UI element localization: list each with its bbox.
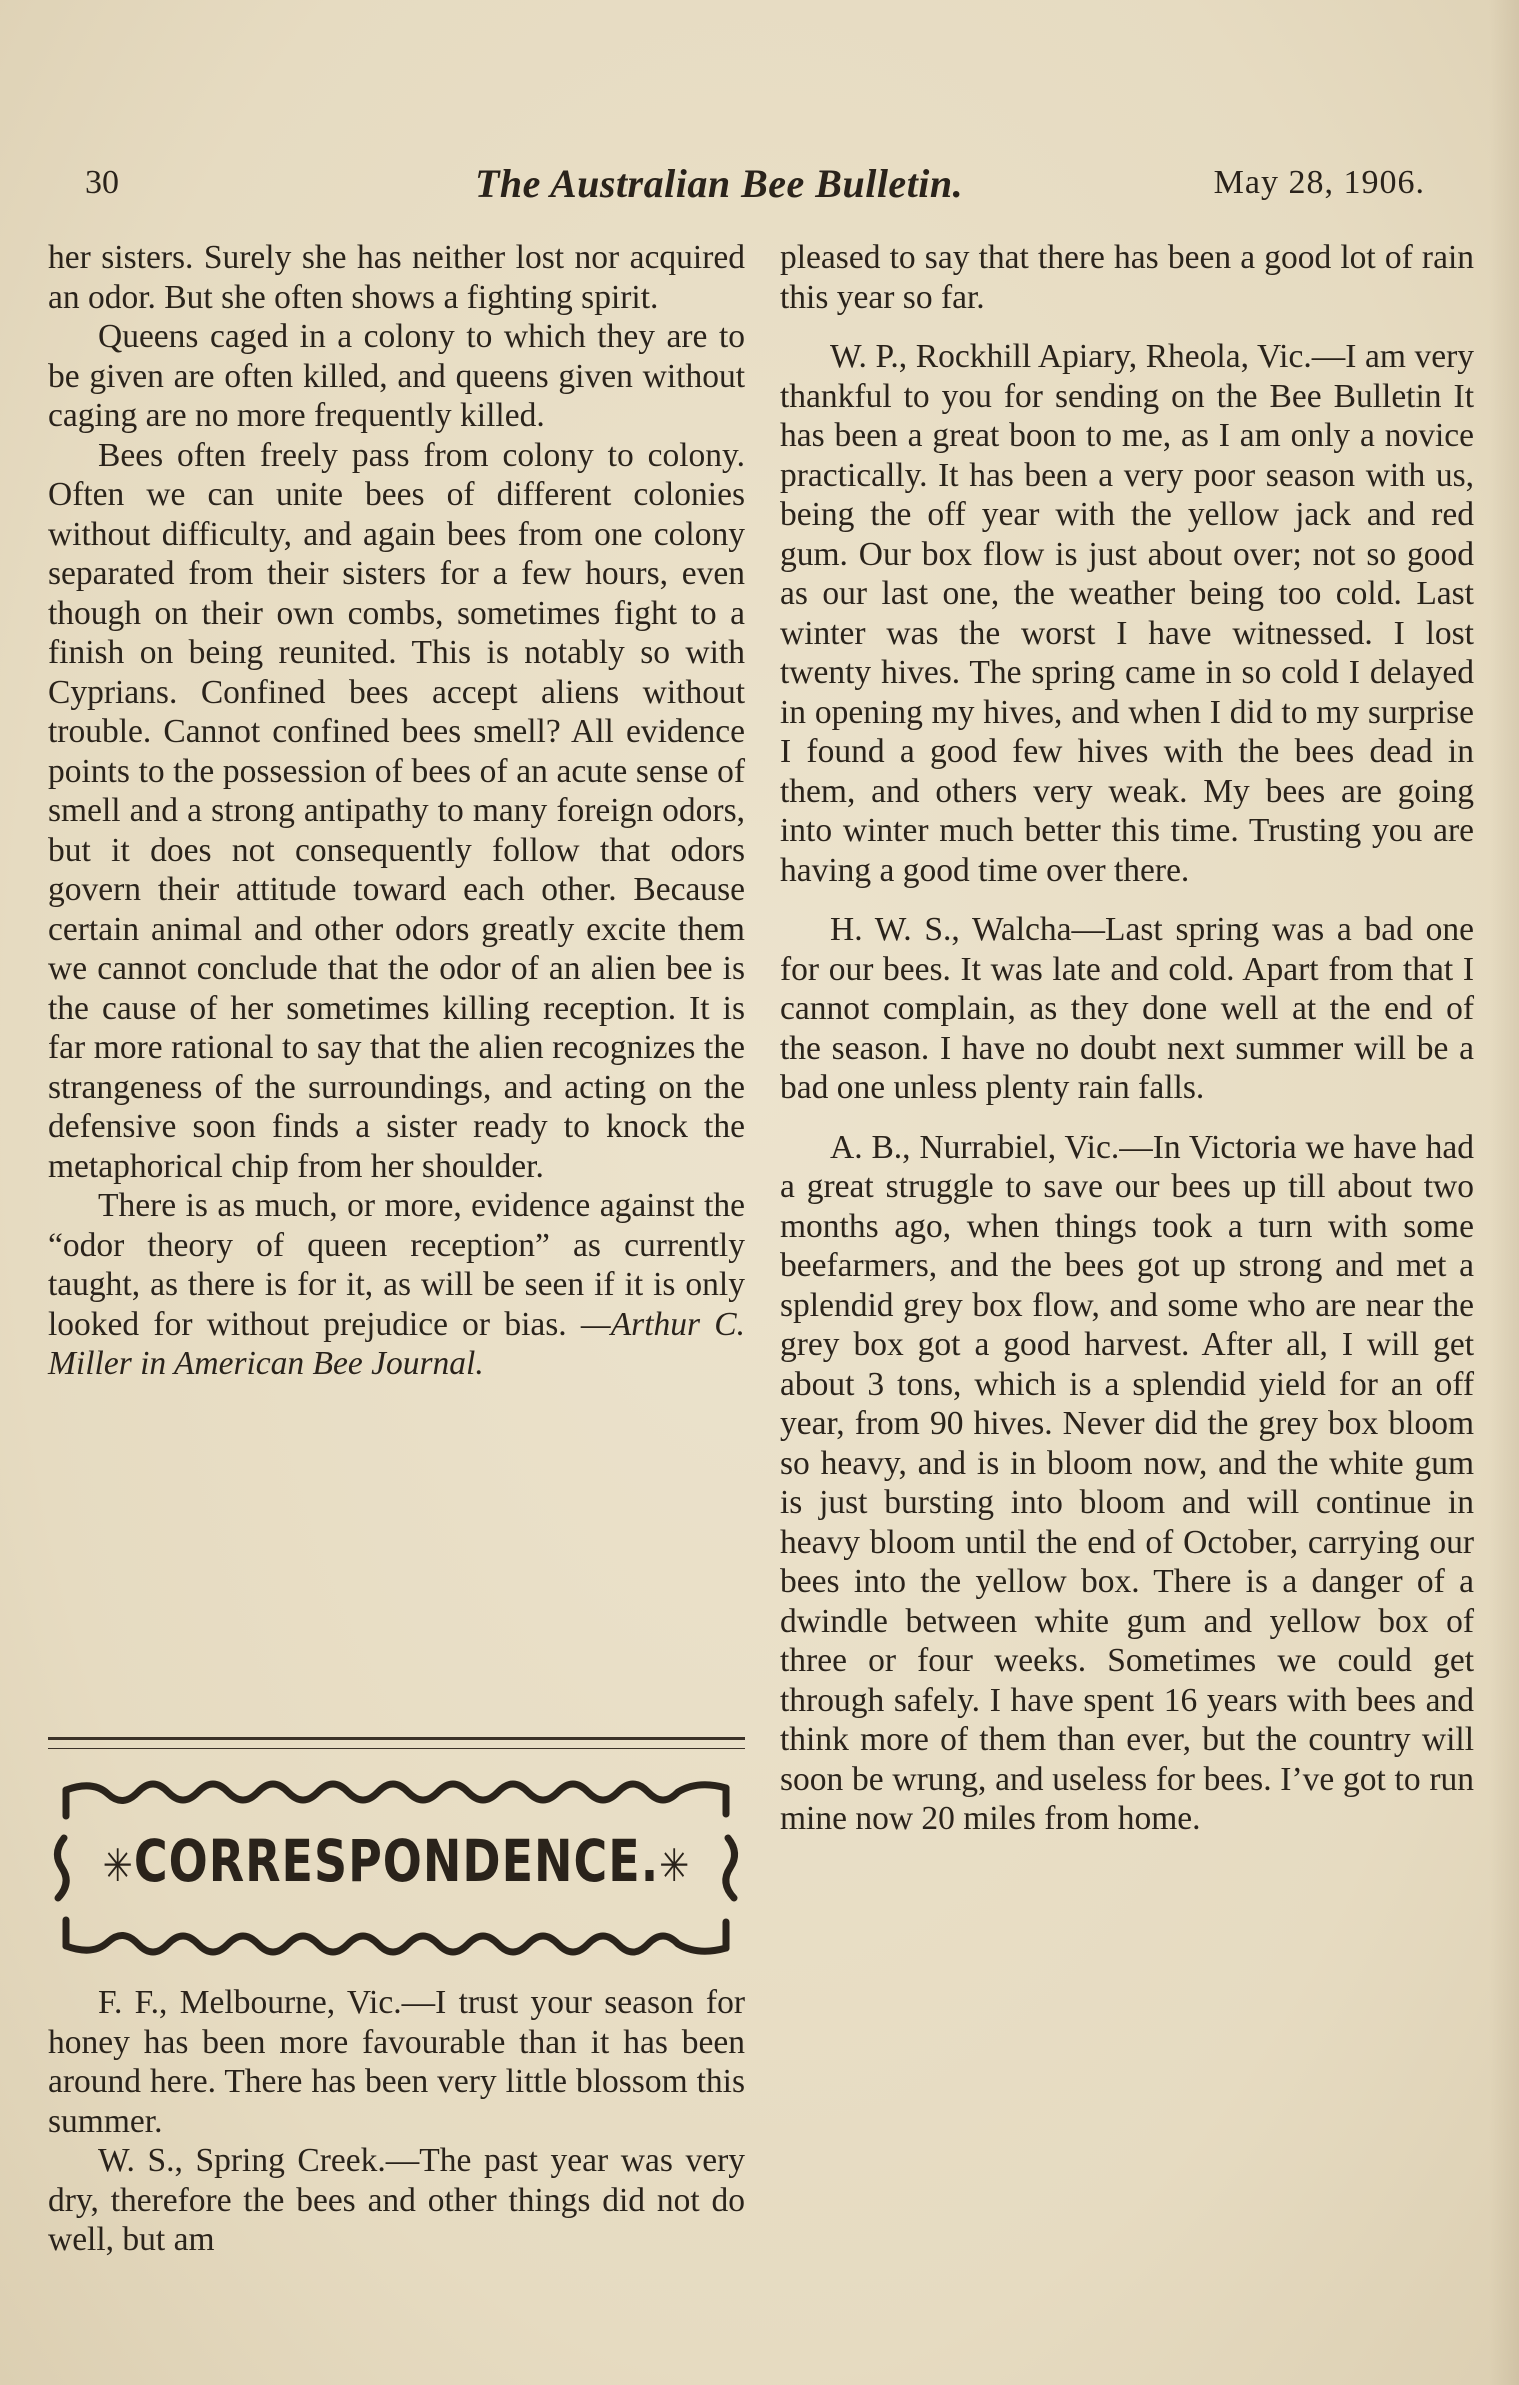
article-paragraph <box>48 1186 745 1384</box>
right-flourish-icon: ✳ <box>659 1841 691 1893</box>
section-heading-text: CORRESPONDENCE. <box>133 1827 660 1895</box>
article-paragraph-text: There is as much, or more, evidence against the “odor theory of queen reception” as currently taught, as there is for it, as will be seen if it is only looked for without prejudice or bias. <box>48 1187 745 1343</box>
page-number: 30 <box>85 164 119 201</box>
left-flourish-icon: ✳ <box>102 1841 134 1893</box>
publication-title: The Australian Bee Bulletin. <box>475 161 964 206</box>
letter-paragraph: H. W. S., Walcha—Last spring was a bad one for our bees. It was late and cold. Apart from that I cannot complain, as they done well at the end of the season. I have no doubt next summer will be a bad one unless plenty rain falls. <box>780 911 1474 1106</box>
issue-date: May 28, 1906. <box>1213 164 1425 201</box>
letter-paragraph: pleased to say that there has been a good lot of rain this year so far. <box>780 239 1474 316</box>
article-paragraph: Bees often freely pass from colony to colony. Often we can unite bees of different colonies without difficulty, and again bees from one colony separated from their sisters for a few hours, even though on their own combs, sometimes fight to a finish on being reunited. This is notably so with Cyprians. Confined bees accept aliens without trouble. Cannot confined bees smell? All evidence points to the possession of bees of an acute sense of smell and a strong antipathy to many foreign odors, but it does not consequently follow that odors govern their attitude toward each other. Because certain animal and other odors greatly excite them we cannot conclude that the odor of an alien bee is the cause of her sometimes killing reception. It is far more rational to say that the alien recognizes the strangeness of the surroundings, and acting on the defensive soon finds a sister ready to knock the metaphorical chip from her shoulder. <box>48 436 745 1185</box>
correspondence-left <box>48 1983 745 2260</box>
page-header <box>85 160 1439 220</box>
page-edge-shadow <box>1489 0 1519 2385</box>
letter-paragraph: A. B., Nurrabiel, Vic.—In Victoria we have had a great struggle to save our bees up till about two months ago, when things took a turn with some beefarmers, and the bees got up strong and met a splendid grey box flow, and some who are near the grey box got a good harvest. After all, I will get about 3 tons, which is a splendid yield for an off year, from 90 hives. Never did the grey box bloom so heavy, and is in bloom now, and the white gum is just bursting into bloom and will continue in heavy bloom until the end of October, carrying our bees into the yellow box. There is a danger of a dwindle between white gum and yellow box of three or four weeks. Sometimes we could get through safely. I have spent 16 years with bees and think more of them than ever, but the country will soon be wrung, and useless for bees. I’ve got to run mine now 20 miles from home. <box>780 1128 1474 1837</box>
letter-paragraph: W. S., Spring Creek.—The past year was very dry, therefore the bees and other things did not do well, but am <box>48 2142 745 2258</box>
article-paragraph: her sisters. Surely she has neither lost nor acquired an odor. But she often shows a fighting spirit. <box>48 239 745 316</box>
section-divider <box>48 1737 745 1749</box>
left-column <box>48 238 745 1384</box>
letter-paragraph: F. F., Melbourne, Vic.—I trust your season for honey has been more favourable than it has been around here. There has been very little blossom this summer. <box>48 1984 745 2140</box>
article-paragraph: Queens caged in a colony to which they are to be given are often killed, and queens given without caging are no more frequently killed. <box>48 318 745 434</box>
letter-paragraph: W. P., Rockhill Apiary, Rheola, Vic.—I am very thankful to you for sending on the Bee Bulletin It has been a great boon to me, as I am only a novice practically. It has been a very poor season with us, being the off year with the yellow jack and red gum. Our box flow is just about over; not so good as our last one, the weather being too cold. Last winter was the worst I have witnessed. I lost twenty hives. The spring came in so cold I delayed in opening my hives, and when I did to my surprise I found a good few hives with the bees dead in them, and others very weak. My bees are going into winter much better this time. Trusting you are having a good time over there. <box>780 338 1474 889</box>
correspondence-banner <box>48 1768 745 1968</box>
article-source-credit: —Arthur C. Miller in American Bee Journal. <box>48 1305 746 1382</box>
right-column <box>780 238 1474 1839</box>
section-heading <box>48 1827 745 1895</box>
